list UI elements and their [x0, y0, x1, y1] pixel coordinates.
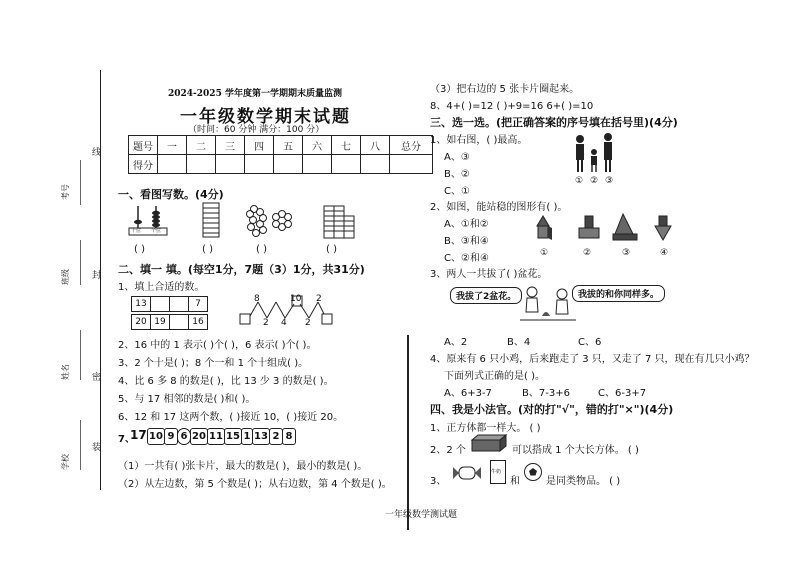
option[interactable]: C、①: [444, 186, 470, 197]
binding-label-kaohao: 考号: [61, 184, 70, 200]
sequence-box[interactable]: 20: [131, 314, 151, 330]
blank-line: [80, 240, 81, 285]
question-2-5: 5、与 17 相邻的数是( )和( )。: [118, 394, 256, 405]
question-4-2-b: 可以搭成 1 个大长方体。 ( ): [512, 445, 639, 456]
binding-label-xingming: 姓名: [61, 364, 70, 380]
sequence-box[interactable]: 7: [188, 296, 208, 312]
figure-label: ③: [622, 248, 631, 258]
score-label: 得分: [129, 155, 158, 174]
children-figure: [518, 284, 578, 324]
score-header: 四: [245, 136, 274, 155]
question-4-2-a: 2、2 个: [430, 445, 466, 456]
number-card[interactable]: 17: [130, 428, 147, 442]
question-3-2: 2、如图，能站稳的图形有( )。: [430, 202, 568, 213]
score-cell[interactable]: [187, 155, 216, 174]
question-2-7-3: （3）把右边的 5 张卡片圈起来。: [430, 84, 580, 95]
option[interactable]: A、2: [444, 337, 468, 348]
section4-heading: 四、我是小法官。(对的打"√"，错的打"×")(4分): [430, 403, 674, 416]
exam-title: 一年级数学期末试题: [180, 107, 351, 127]
section2-heading: 二、填一 填。(每空1分，7题（3）1分，共31分): [118, 263, 365, 276]
score-cell[interactable]: [332, 155, 361, 174]
option[interactable]: A、6+3-7: [444, 388, 492, 399]
zigzag-number: 2: [316, 294, 322, 304]
answer-paren[interactable]: ( ): [326, 244, 337, 255]
zigzag-number: 2: [263, 318, 269, 328]
score-cell[interactable]: [245, 155, 274, 174]
abacus-label: 个位: [151, 228, 162, 234]
zigzag-number: 8: [254, 294, 260, 304]
question-2-2: 2、16 中的 1 表示( )个( )，6 表示( )个( )。: [118, 340, 317, 351]
number-card[interactable]: 8: [282, 428, 296, 445]
bundle-sticks-figure: [202, 202, 222, 238]
score-header: 一: [158, 136, 187, 155]
figure-label: ①: [540, 248, 549, 258]
blocks-figure: [535, 212, 685, 248]
sequence-box[interactable]: [169, 296, 189, 312]
sequence-box[interactable]: 16: [188, 314, 208, 330]
question-4-3-a: 3、: [430, 476, 447, 487]
question-2-4: 4、比 6 多 8 的数是( )，比 13 少 3 的数是( )。: [118, 376, 334, 387]
option[interactable]: B、②: [444, 169, 470, 180]
score-header: 三: [216, 136, 245, 155]
zigzag-number: 4: [281, 318, 287, 328]
number-card[interactable]: 13: [252, 428, 270, 445]
question-4-1: 1、正方体都一样大。 ( ): [430, 423, 541, 434]
answer-paren[interactable]: ( ): [202, 244, 213, 255]
score-table: [128, 135, 433, 174]
ball-icon: [523, 462, 543, 482]
cube-blocks-figure: [323, 202, 357, 240]
option[interactable]: C、②和④: [444, 253, 489, 264]
zigzag-figure: [238, 294, 338, 330]
question-2-3: 3、2 个十是( )；8 个一和 1 个十组成( )。: [118, 358, 309, 369]
question-2-7-1: （1）一共有( )张卡片，最大的数是( )，最小的数是( )。: [118, 461, 368, 472]
exam-subtitle: 2024-2025 学年度第一学期期末质量监测: [168, 89, 342, 99]
page-divider: [407, 335, 409, 530]
candy-icon: [452, 464, 482, 482]
question-3-3: 3、两人一共拔了( )盆花。: [430, 269, 548, 280]
number-card[interactable]: 15: [224, 428, 242, 445]
speech-bubble-1: 我拔了2盆花。: [450, 287, 522, 304]
question-3-4: 4、原来有 6 只小鸡，后来跑走了 3 只，又走了 7 只，现在有几只小鸡？: [430, 354, 755, 365]
number-card[interactable]: 1: [241, 428, 253, 445]
figure-label: ③: [605, 176, 614, 186]
number-card[interactable]: 6: [177, 428, 191, 445]
question-2-6: 6、12 和 17 这两个数，( )接近 10，( )接近 20。: [118, 412, 344, 423]
score-cell[interactable]: [274, 155, 303, 174]
option[interactable]: C、6: [578, 337, 602, 348]
exam-info: （时间：60 分钟 满分：100 分）: [188, 125, 325, 135]
beads-figure: [246, 204, 296, 238]
blank-line: [80, 160, 81, 205]
binding-label-banji: 班级: [61, 269, 70, 285]
zigzag-number: 2: [305, 318, 311, 328]
figure-label: ①: [575, 176, 584, 186]
milk-label: 牛奶: [491, 469, 502, 475]
option[interactable]: B、③和④: [444, 236, 489, 247]
option[interactable]: A、①和②: [444, 219, 489, 230]
answer-paren[interactable]: ( ): [134, 244, 145, 255]
number-card[interactable]: 20: [190, 428, 208, 445]
score-header: 五: [274, 136, 303, 155]
seal-char: 线: [92, 148, 102, 158]
score-header: 题号: [129, 136, 158, 155]
speech-bubble-2: 我拔的和你同样多。: [572, 285, 665, 302]
question-3-4-sub: 下面列式正确的是( )。: [444, 371, 545, 382]
number-card[interactable]: 10: [147, 428, 165, 445]
people-figure: [572, 132, 618, 182]
figure-label: ④: [660, 248, 669, 258]
figure-label: ②: [583, 248, 592, 258]
answer-paren[interactable]: ( ): [256, 244, 267, 255]
abacus-label: 十位: [131, 228, 142, 234]
option[interactable]: C、6-3+7: [598, 388, 647, 399]
seal-char: 封: [92, 271, 102, 281]
sequence-box[interactable]: [169, 314, 189, 330]
question-2-1: 1、填上合适的数。: [118, 282, 205, 293]
score-header: 八: [361, 136, 390, 155]
sequence-box[interactable]: [150, 296, 170, 312]
section3-heading: 三、选一选。(把正确答案的序号填在括号里)(4分): [430, 116, 678, 129]
blank-line: [80, 420, 81, 470]
option[interactable]: B、4: [507, 337, 531, 348]
cuboid-icon: [470, 434, 508, 452]
number-card[interactable]: 2: [269, 428, 283, 445]
number-card[interactable]: 11: [207, 428, 225, 445]
blank-line: [80, 330, 81, 380]
number-card[interactable]: 9: [164, 428, 178, 445]
question-3-1: 1、如右图，( )最高。: [430, 135, 528, 146]
score-cell[interactable]: [158, 155, 187, 174]
score-cell[interactable]: [390, 155, 433, 174]
score-header: 六: [303, 136, 332, 155]
page-footer: 一年级数学测试题: [385, 510, 458, 520]
zigzag-number: 10: [290, 294, 302, 304]
option[interactable]: B、7-3+6: [522, 388, 570, 399]
sequence-box[interactable]: 19: [150, 314, 170, 330]
question-2-7-label: 7、: [118, 434, 135, 445]
question-2-8: 8、4+( )=12 ( )+9=16 6+( )=10: [430, 101, 594, 112]
binding-label-xuexiao: 学校: [61, 454, 70, 470]
seal-char: 密: [92, 373, 102, 383]
question-4-3-b: 和: [510, 476, 520, 487]
score-cell[interactable]: [361, 155, 390, 174]
score-header: 总分: [390, 136, 433, 155]
seal-char: 装: [92, 443, 102, 453]
score-header: 七: [332, 136, 361, 155]
option[interactable]: A、③: [444, 152, 470, 163]
sequence-box[interactable]: 13: [131, 296, 151, 312]
score-header: 二: [187, 136, 216, 155]
question-4-3-c: 是同类物品。 ( ): [546, 476, 621, 487]
figure-label: ②: [590, 176, 599, 186]
section1-heading: 一、看图写数。(4分): [118, 188, 224, 201]
score-cell[interactable]: [216, 155, 245, 174]
score-cell[interactable]: [303, 155, 332, 174]
question-2-7-2: （2）从左边数，第 5 个数是( )；从右边数，第 4 个数是( )。: [118, 479, 392, 490]
